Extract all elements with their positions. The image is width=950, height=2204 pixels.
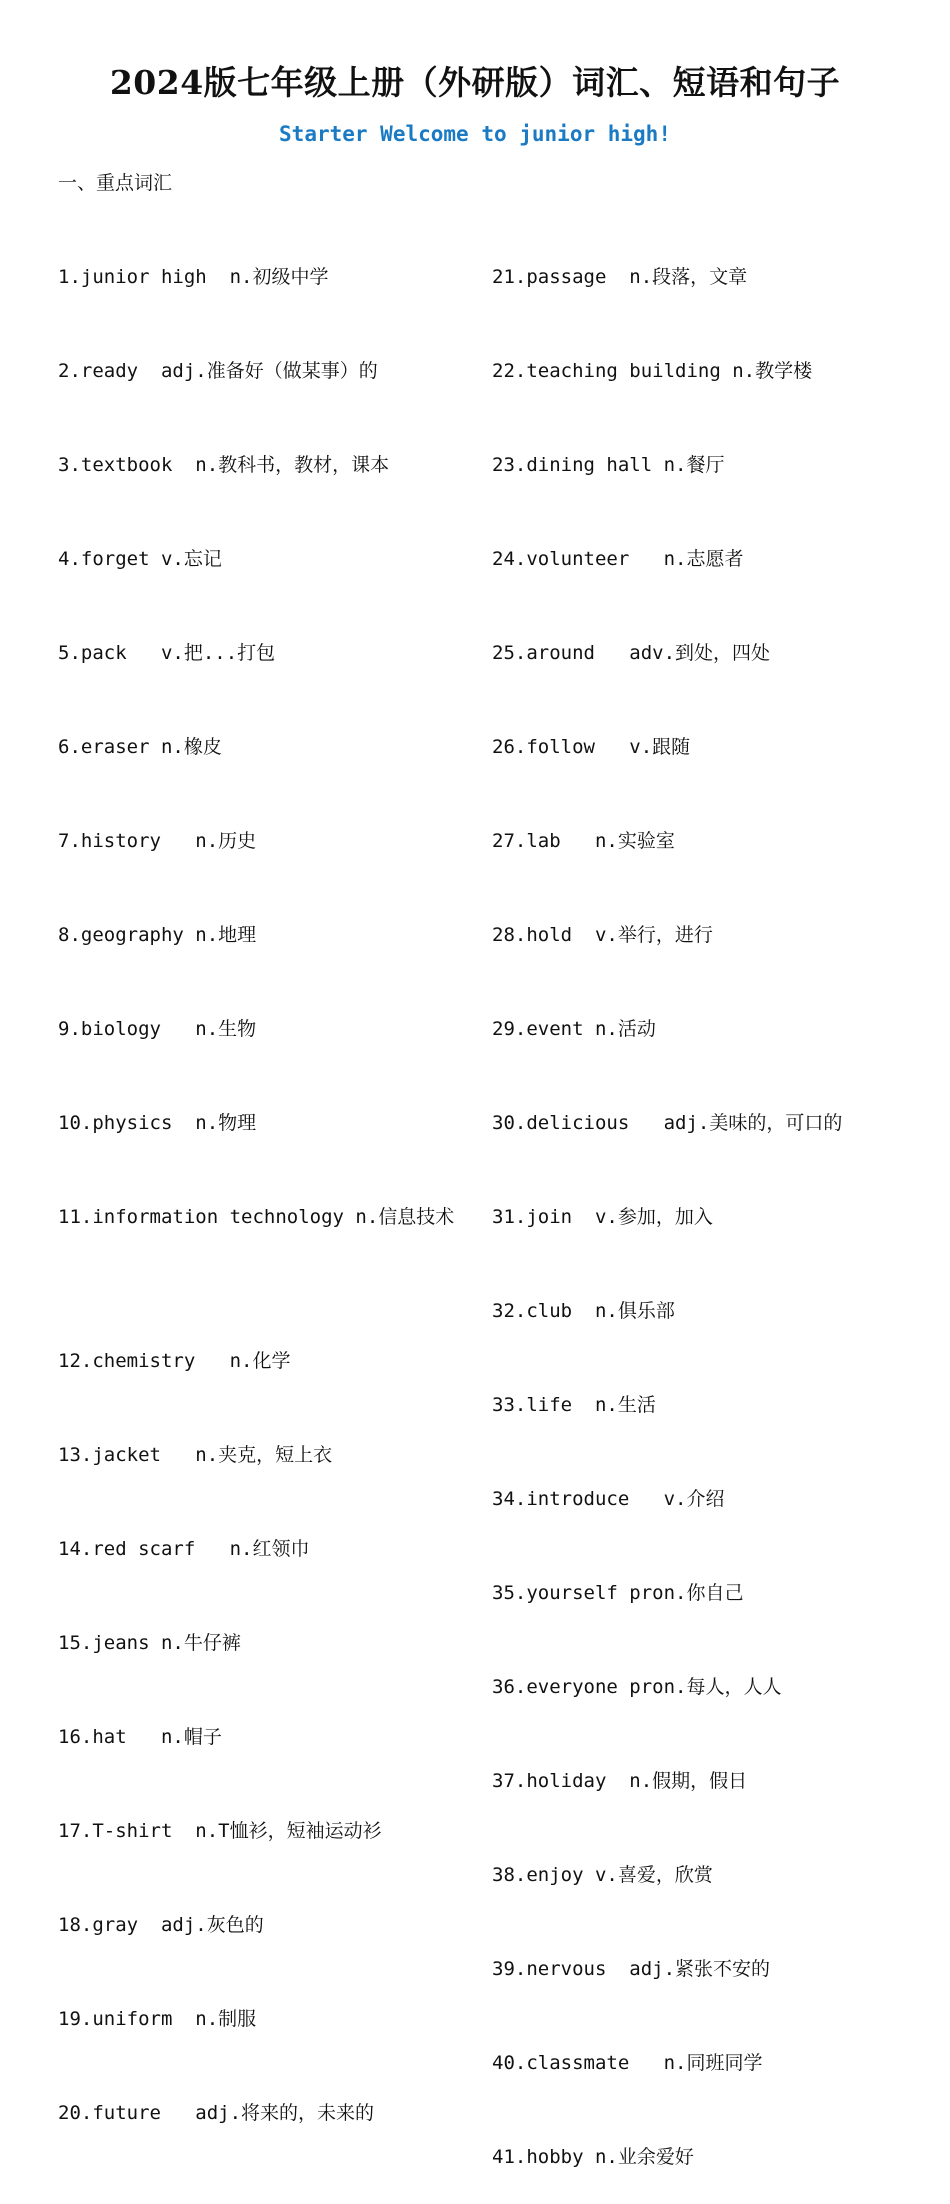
vocab-item: 7.history n.历史	[58, 830, 257, 852]
vocab-column-left	[58, 208, 468, 2160]
page-title: 2024版七年级上册（外研版）词汇、短语和句子	[109, 63, 841, 102]
vocab-item: 10.physics n.物理	[58, 1112, 257, 1134]
vocab-item: 35.yourself pron.你自己	[492, 1582, 744, 1604]
vocab-item: 21.passage n.段落，文章	[492, 266, 748, 288]
page-subtitle: Starter Welcome to junior high!	[279, 122, 671, 146]
vocab-item: 36.everyone pron.每人，人人	[492, 1676, 782, 1698]
vocab-item: 15.jeans n.牛仔裤	[58, 1632, 241, 1654]
vocab-item: 25.around adv.到处，四处	[492, 642, 771, 664]
vocab-item: 20.future adj.将来的，未来的	[58, 2102, 375, 2124]
vocab-item: 1.junior high n.初级中学	[58, 266, 329, 288]
vocab-item: 31.join v.参加，加入	[492, 1206, 713, 1228]
vocab-item: 26.follow v.跟随	[492, 736, 691, 758]
vocab-item: 23.dining hall n.餐厅	[492, 454, 725, 476]
vocab-item: 30.delicious adj.美味的，可口的	[492, 1112, 843, 1134]
vocab-item: 27.lab n.实验室	[492, 830, 675, 852]
vocab-item: 17.T-shirt n.T恤衫，短袖运动衫	[58, 1820, 382, 1842]
vocab-column-right	[492, 208, 892, 2204]
vocab-item: 9.biology n.生物	[58, 1018, 257, 1040]
vocab-item: 37.holiday n.假期，假日	[492, 1770, 748, 1792]
vocab-item: 6.eraser n.橡皮	[58, 736, 222, 758]
vocab-item: 11.information technology n.信息技术	[58, 1206, 455, 1228]
vocab-item: 4.forget v.忘记	[58, 548, 222, 570]
vocab-item: 32.club n.俱乐部	[492, 1300, 675, 1322]
vocab-item: 2.ready adj.准备好（做某事）的	[58, 360, 378, 382]
section-heading: 一、重点词汇	[58, 172, 173, 194]
vocab-item: 38.enjoy v.喜爱，欣赏	[492, 1864, 713, 1886]
vocab-item: 34.introduce v.介绍	[492, 1488, 725, 1510]
vocab-item: 40.classmate n.同班同学	[492, 2052, 763, 2074]
vocab-item: 41.hobby n.业余爱好	[492, 2146, 694, 2168]
vocab-item: 16.hat n.帽子	[58, 1726, 222, 1748]
vocab-item: 5.pack v.把...打包	[58, 642, 276, 664]
vocab-item: 12.chemistry n.化学	[58, 1350, 291, 1372]
vocab-item: 24.volunteer n.志愿者	[492, 548, 744, 570]
vocab-item: 3.textbook n.教科书，教材，课本	[58, 454, 390, 476]
vocab-item: 14.red scarf n.红领巾	[58, 1538, 310, 1560]
vocab-item: 8.geography n.地理	[58, 924, 257, 946]
vocab-item: 22.teaching building n.教学楼	[492, 360, 813, 382]
vocab-item: 18.gray adj.灰色的	[58, 1914, 264, 1936]
vocab-item: 29.event n.活动	[492, 1018, 656, 1040]
vocab-item: 28.hold v.举行，进行	[492, 924, 713, 946]
vocab-item: 33.life n.生活	[492, 1394, 656, 1416]
vocab-item: 19.uniform n.制服	[58, 2008, 257, 2030]
vocab-item: 39.nervous adj.紧张不安的	[492, 1958, 771, 1980]
vocab-item: 13.jacket n.夹克，短上衣	[58, 1444, 333, 1466]
